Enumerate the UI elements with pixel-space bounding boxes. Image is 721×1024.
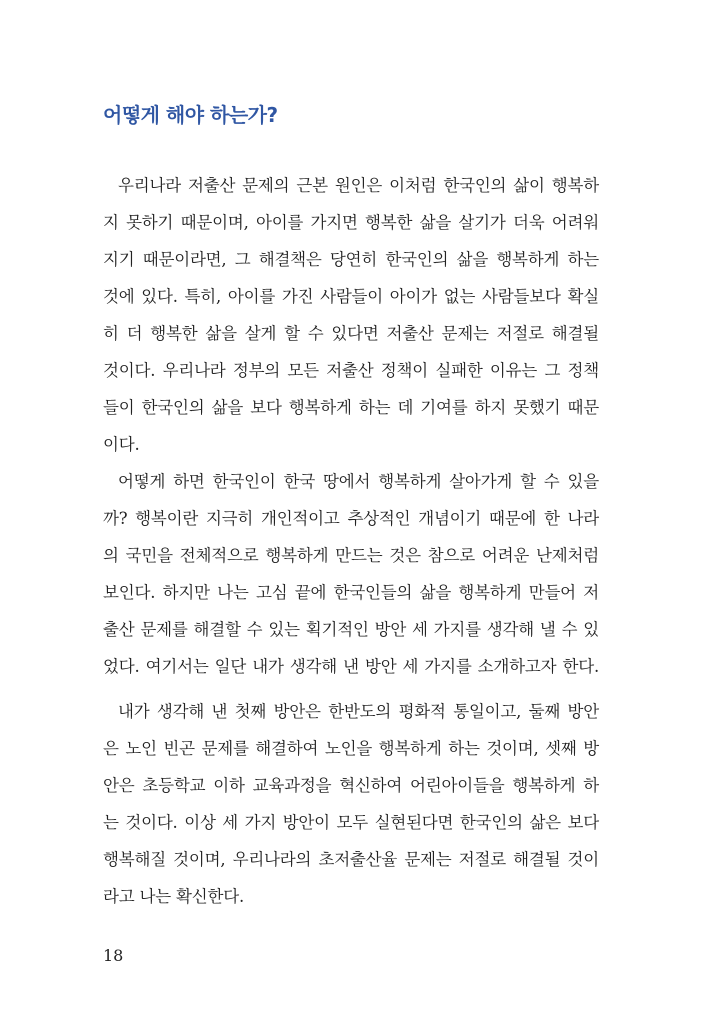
text-line: 들이 한국인의 삶을 보다 행복하게 하는 데 기여를 하지 못했기 때문 xyxy=(103,398,599,417)
text-line: 은 노인 빈곤 문제를 해결하여 노인을 행복하게 하는 것이며, 셋째 방 xyxy=(103,739,599,758)
page-number: 18 xyxy=(103,946,124,965)
text-line: 지 못하기 때문이며, 아이를 가지면 행복한 삶을 살기가 더욱 어려워 xyxy=(103,213,599,232)
section-heading: 어떻게 해야 하는가? xyxy=(103,103,278,127)
text-line: 었다. 여기서는 일단 내가 생각해 낸 방안 세 가지를 소개하고자 한다. xyxy=(103,657,599,676)
text-line: 히 더 행복한 삶을 살게 할 수 있다면 저출산 문제는 저절로 해결될 xyxy=(103,324,599,343)
text-line: 것에 있다. 특히, 아이를 가진 사람들이 아이가 없는 사람들보다 확실 xyxy=(103,287,599,306)
text-line: 어떻게 하면 한국인이 한국 땅에서 행복하게 살아가게 할 수 있을 xyxy=(118,472,599,491)
text-line: 까? 행복이란 지극히 개인적이고 추상적인 개념이기 때문에 한 나라 xyxy=(103,509,599,528)
paragraph-block-1 xyxy=(103,167,599,685)
text-line: 지기 때문이라면, 그 해결책은 당연히 한국인의 삶을 행복하게 하는 xyxy=(103,250,599,269)
text-line: 는 것이다. 이상 세 가지 방안이 모두 실현된다면 한국인의 삶은 보다 xyxy=(103,813,599,832)
paragraph-block-2 xyxy=(103,693,599,915)
text-line: 것이다. 우리나라 정부의 모든 저출산 정책이 실패한 이유는 그 정책 xyxy=(103,361,599,380)
text-line: 출산 문제를 해결할 수 있는 획기적인 방안 세 가지를 생각해 낼 수 있 xyxy=(103,620,599,639)
text-line: 안은 초등학교 이하 교육과정을 혁신하여 어린아이들을 행복하게 하 xyxy=(103,776,599,795)
text-line: 내가 생각해 낸 첫째 방안은 한반도의 평화적 통일이고, 둘째 방안 xyxy=(118,702,599,721)
text-line: 우리나라 저출산 문제의 근본 원인은 이처럼 한국인의 삶이 행복하 xyxy=(118,176,599,195)
text-line: 행복해질 것이며, 우리나라의 초저출산율 문제는 저절로 해결될 것이 xyxy=(103,850,599,869)
text-line: 라고 나는 확신한다. xyxy=(103,887,245,906)
text-line: 보인다. 하지만 나는 고심 끝에 한국인들의 삶을 행복하게 만들어 저 xyxy=(103,583,599,602)
text-line: 의 국민을 전체적으로 행복하게 만드는 것은 참으로 어려운 난제처럼 xyxy=(103,546,599,565)
text-line: 이다. xyxy=(103,435,140,454)
